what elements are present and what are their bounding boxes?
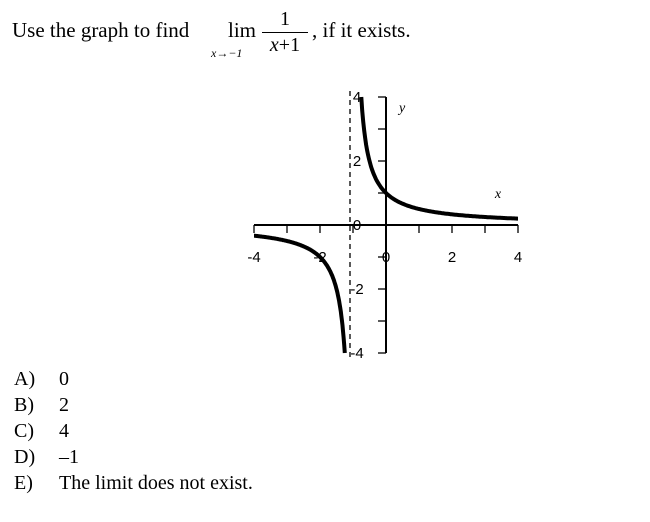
y-tick-label: 2 — [352, 153, 362, 170]
choice-text: The limit does not exist. — [59, 472, 253, 494]
fraction-numerator: 1 — [280, 8, 290, 30]
x-tick-label: 4 — [513, 249, 523, 266]
question-prefix: Use the graph to find — [12, 18, 190, 42]
choice-text: 4 — [59, 420, 69, 442]
graph-axes — [254, 97, 518, 353]
denominator-constant: +1 — [278, 34, 301, 56]
curve-left-branch — [254, 236, 345, 353]
choice-letter: B) — [14, 394, 34, 416]
denominator-variable: x — [269, 34, 279, 56]
y-tick-label: -4 — [350, 345, 364, 362]
x-tick-label: -2 — [313, 249, 327, 266]
x-axis-label: x — [494, 187, 502, 202]
x-tick-label: -4 — [247, 249, 261, 266]
limit-operator: lim — [228, 18, 257, 42]
question-suffix: , if it exists. — [312, 18, 411, 42]
x-tick-label: 0 — [381, 249, 391, 266]
choice-letter: A) — [14, 368, 36, 390]
choice-letter: E) — [14, 472, 33, 494]
choice-text: –1 — [59, 446, 79, 468]
choice-letter: C) — [14, 420, 34, 442]
choice-text: 0 — [59, 368, 69, 390]
choice-letter: D) — [14, 446, 36, 468]
y-tick-label: -2 — [350, 281, 364, 298]
choice-text: 2 — [59, 394, 69, 416]
y-tick-label: 4 — [352, 89, 362, 106]
y-tick-label: 0 — [352, 217, 362, 234]
y-axis-label: y — [399, 101, 406, 116]
limit-subscript: x→−1 — [211, 46, 243, 60]
x-tick-label: 2 — [447, 249, 457, 266]
